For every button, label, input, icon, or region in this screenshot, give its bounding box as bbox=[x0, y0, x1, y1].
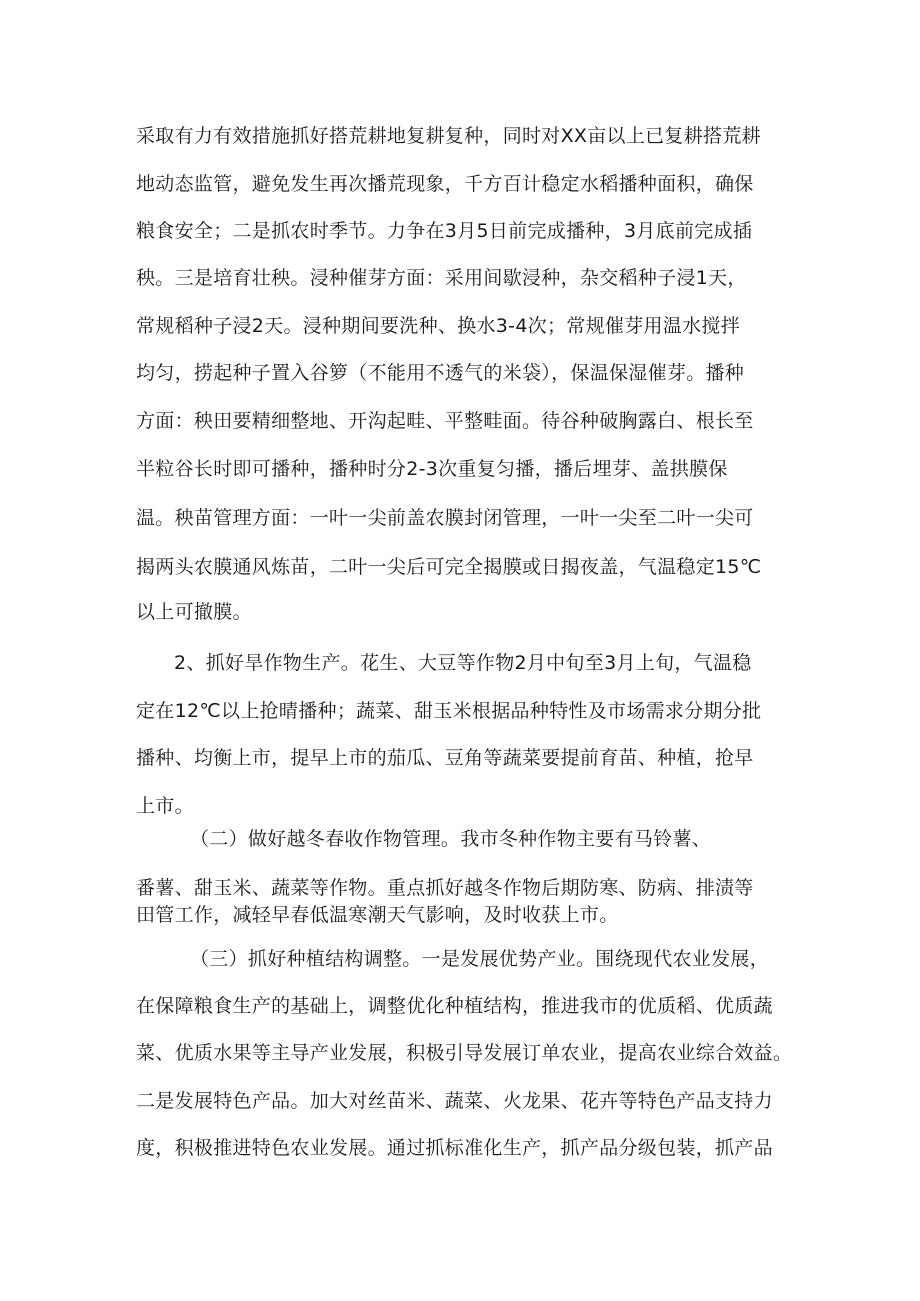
text-line: 地动态监管，避免发生再次播荒现象，千方百计稳定水稻播种面积，确保 bbox=[136, 173, 754, 195]
text-line: 常规稻种子浸2天。浸种期间要洗种、换水3-4次；常规催芽用温水搅拌 bbox=[136, 315, 741, 337]
text-line: 温。秧苗管理方面：一叶一尖前盖农膜封闭管理，一叶一尖至二叶一尖可 bbox=[136, 507, 754, 529]
text-line: 番薯、甜玉米、蔬菜等作物。重点抓好越冬作物后期防寒、防病、排渍等 bbox=[136, 877, 754, 899]
text-line: 以上可撤膜。 bbox=[136, 601, 252, 623]
text-line: 定在12℃以上抢晴播种；蔬菜、甜玉米根据品种特性及市场需求分期分批 bbox=[136, 700, 762, 722]
section-heading-line: （三）抓好种植结构调整。一是发展优势产业。围绕现代农业发展， bbox=[190, 948, 770, 970]
text-line: 田管工作，减轻早春低温寒潮天气影响，及时收获上市。 bbox=[136, 904, 619, 926]
text-line: 半粒谷长时即可播种，播种时分2-3次重复匀播，播后埋芽、盖拱膜保 bbox=[136, 458, 728, 480]
text-line: 均匀，捞起种子置入谷箩（不能用不透气的米袋），保温保湿催芽。播种 bbox=[136, 362, 745, 384]
text-line: 播种、均衡上市，提早上市的茄瓜、豆角等蔬菜要提前育苗、种植，抢早 bbox=[136, 747, 754, 769]
text-line: 揭两头农膜通风炼苗，二叶一尖后可完全揭膜或日揭夜盖，气温稳定15℃ bbox=[136, 556, 762, 578]
text-line: 粮食安全；二是抓农时季节。力争在3月5日前完成播种，3月底前完成插 bbox=[136, 220, 753, 242]
text-line: 秧。三是培育壮秧。浸种催芽方面：采用间歇浸种，杂交稻种子浸1天， bbox=[136, 267, 747, 289]
text-line: 度，积极推进特色农业发展。通过抓标准化生产，抓产品分级包装，抓产品 bbox=[136, 1137, 773, 1159]
text-line: 在保障粮食生产的基础上，调整优化种植结构，推进我市的优质稻、优质蔬 bbox=[136, 995, 773, 1017]
text-line: 方面：秧田要精细整地、开沟起畦、平整畦面。待谷种破胸露白、根长至 bbox=[136, 410, 754, 432]
text-line: 二是发展特色产品。加大对丝苗米、蔬菜、火龙果、花卉等特色产品支持力 bbox=[136, 1090, 773, 1112]
text-line: 采取有力有效措施抓好搭荒耕地复耕复种，同时对XX亩以上已复耕搭荒耕 bbox=[136, 125, 761, 147]
paragraph-first-line: 2、抓好旱作物生产。花生、大豆等作物2月中旬至3月上旬，气温稳 bbox=[174, 652, 752, 674]
text-line: 菜、优质水果等主导产业发展，积极引导发展订单农业，提高农业综合效益。 bbox=[136, 1042, 793, 1064]
text-line: 上市。 bbox=[136, 795, 194, 817]
section-heading-line: （二）做好越冬春收作物管理。我市冬种作物主要有马铃薯、 bbox=[190, 828, 712, 850]
